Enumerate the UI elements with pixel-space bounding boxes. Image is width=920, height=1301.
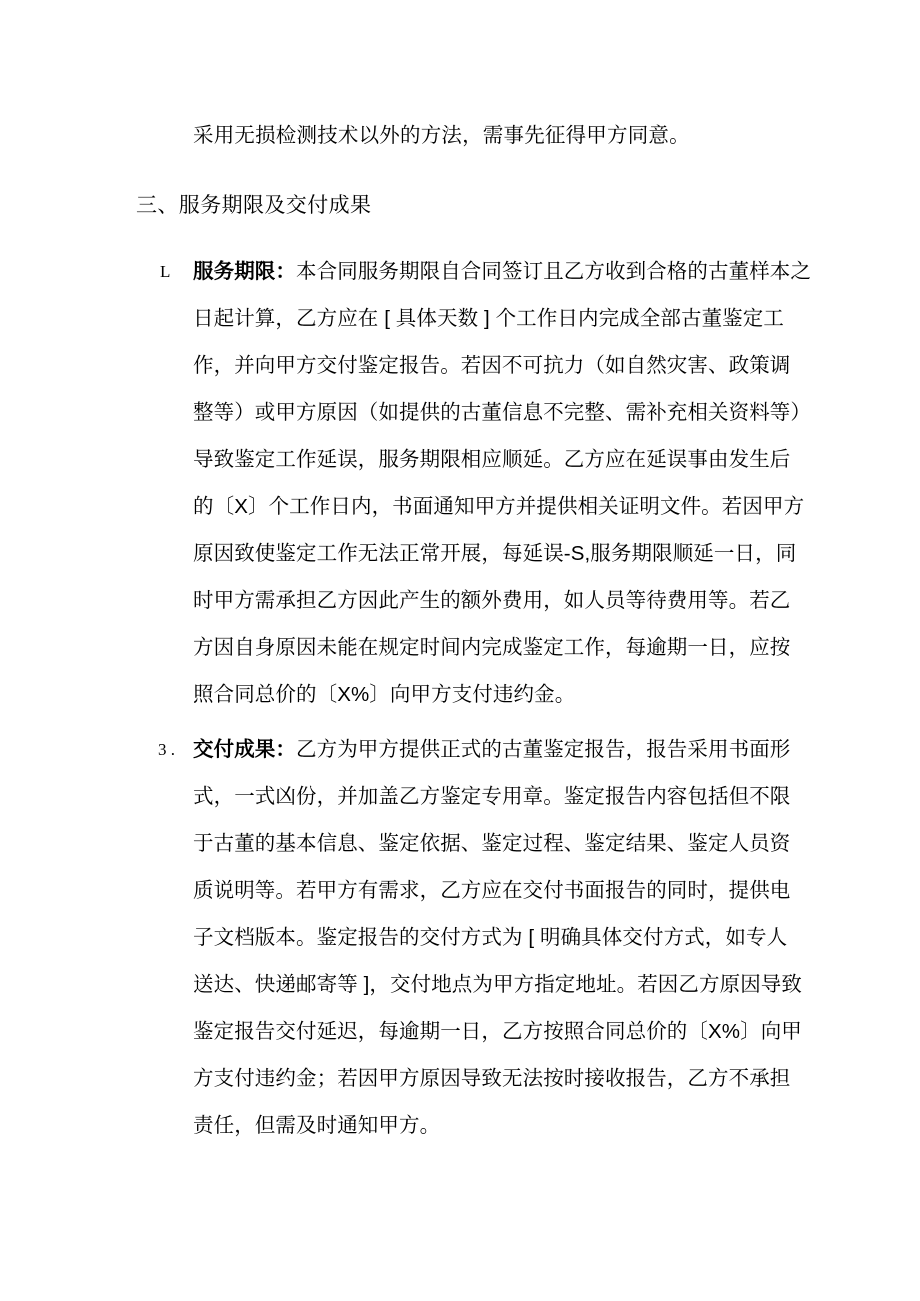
text-run: 本合同服务期限自合同签订且乙方收到合格的古董样本之 xyxy=(296,260,811,283)
text-line: 方因自身原因未能在规定时间内完成鉴定工作，每逾期一日，应按 xyxy=(193,636,791,659)
continuation-paragraph: 采用无损检测技术以外的方法，需事先征得甲方同意。 xyxy=(193,124,690,147)
text-line: 送达、快递邮寄等 ]，交付地点为甲方指定地址。若因乙方原因导致 xyxy=(193,973,802,996)
list-item xyxy=(0,248,920,718)
list-item-label: 服务期限： xyxy=(193,260,296,283)
list-item-body xyxy=(193,248,811,718)
text-line: 于古董的基本信息、鉴定依据、鉴定过程、鉴定结果、鉴定人员资 xyxy=(193,832,791,855)
text-line: 责任，但需及时通知甲方。 xyxy=(193,1114,441,1137)
text-line: 照合同总价的〔X%〕向甲方支付违约金。 xyxy=(193,683,576,706)
text-line: 作，并向甲方交付鉴定报告。若因不可抗力（如自然灾害、政策调 xyxy=(193,354,791,377)
text-line: 方支付违约金；若因甲方原因导致无法按时接收报告，乙方不承担 xyxy=(193,1067,791,1090)
item-spacer xyxy=(0,718,920,726)
list-item-label: 交付成果： xyxy=(193,738,296,761)
text-line: 质说明等。若甲方有需求，乙方应在交付书面报告的同时，提供电 xyxy=(193,879,791,902)
numbered-list xyxy=(0,248,920,1149)
list-item xyxy=(0,726,920,1149)
list-item-body xyxy=(193,726,802,1149)
text-line: 时甲方需承担乙方因此产生的额外费用，如人员等待费用等。若乙 xyxy=(193,589,791,612)
text-line: 的〔X〕个工作日内，书面通知甲方并提供相关证明文件。若因甲方 xyxy=(193,495,805,518)
text-line xyxy=(193,248,811,295)
text-line xyxy=(193,726,791,773)
list-marker: 3 . xyxy=(158,740,175,759)
text-line: 原因致使鉴定工作无法正常开展，每延误-S,服务期限顺延一日，同 xyxy=(193,542,797,565)
text-line: 导致鉴定工作延误，服务期限相应顺延。乙方应在延误事由发生后 xyxy=(193,448,791,471)
text-line: 式，一式凶份，并加盖乙方鉴定专用章。鉴定报告内容包括但不限 xyxy=(193,785,791,808)
text-line: 整等）或甲方原因（如提供的古董信息不完整、需补充相关资料等） xyxy=(193,401,811,424)
text-run: 乙方为甲方提供正式的古董鉴定报告，报告采用书面形 xyxy=(296,738,791,761)
section-heading: 三、服务期限及交付成果 xyxy=(136,194,372,217)
list-marker: L xyxy=(160,262,171,281)
text-line: 鉴定报告交付延迟，每逾期一日，乙方按照合同总价的〔X%〕向甲 xyxy=(193,1020,802,1043)
text-line: 日起计算，乙方应在 [ 具体天数 ] 个工作日内完成全部古董鉴定工 xyxy=(193,307,784,330)
text-line: 子文档版本。鉴定报告的交付方式为 [ 明确具体交付方式，如专人 xyxy=(193,926,788,949)
